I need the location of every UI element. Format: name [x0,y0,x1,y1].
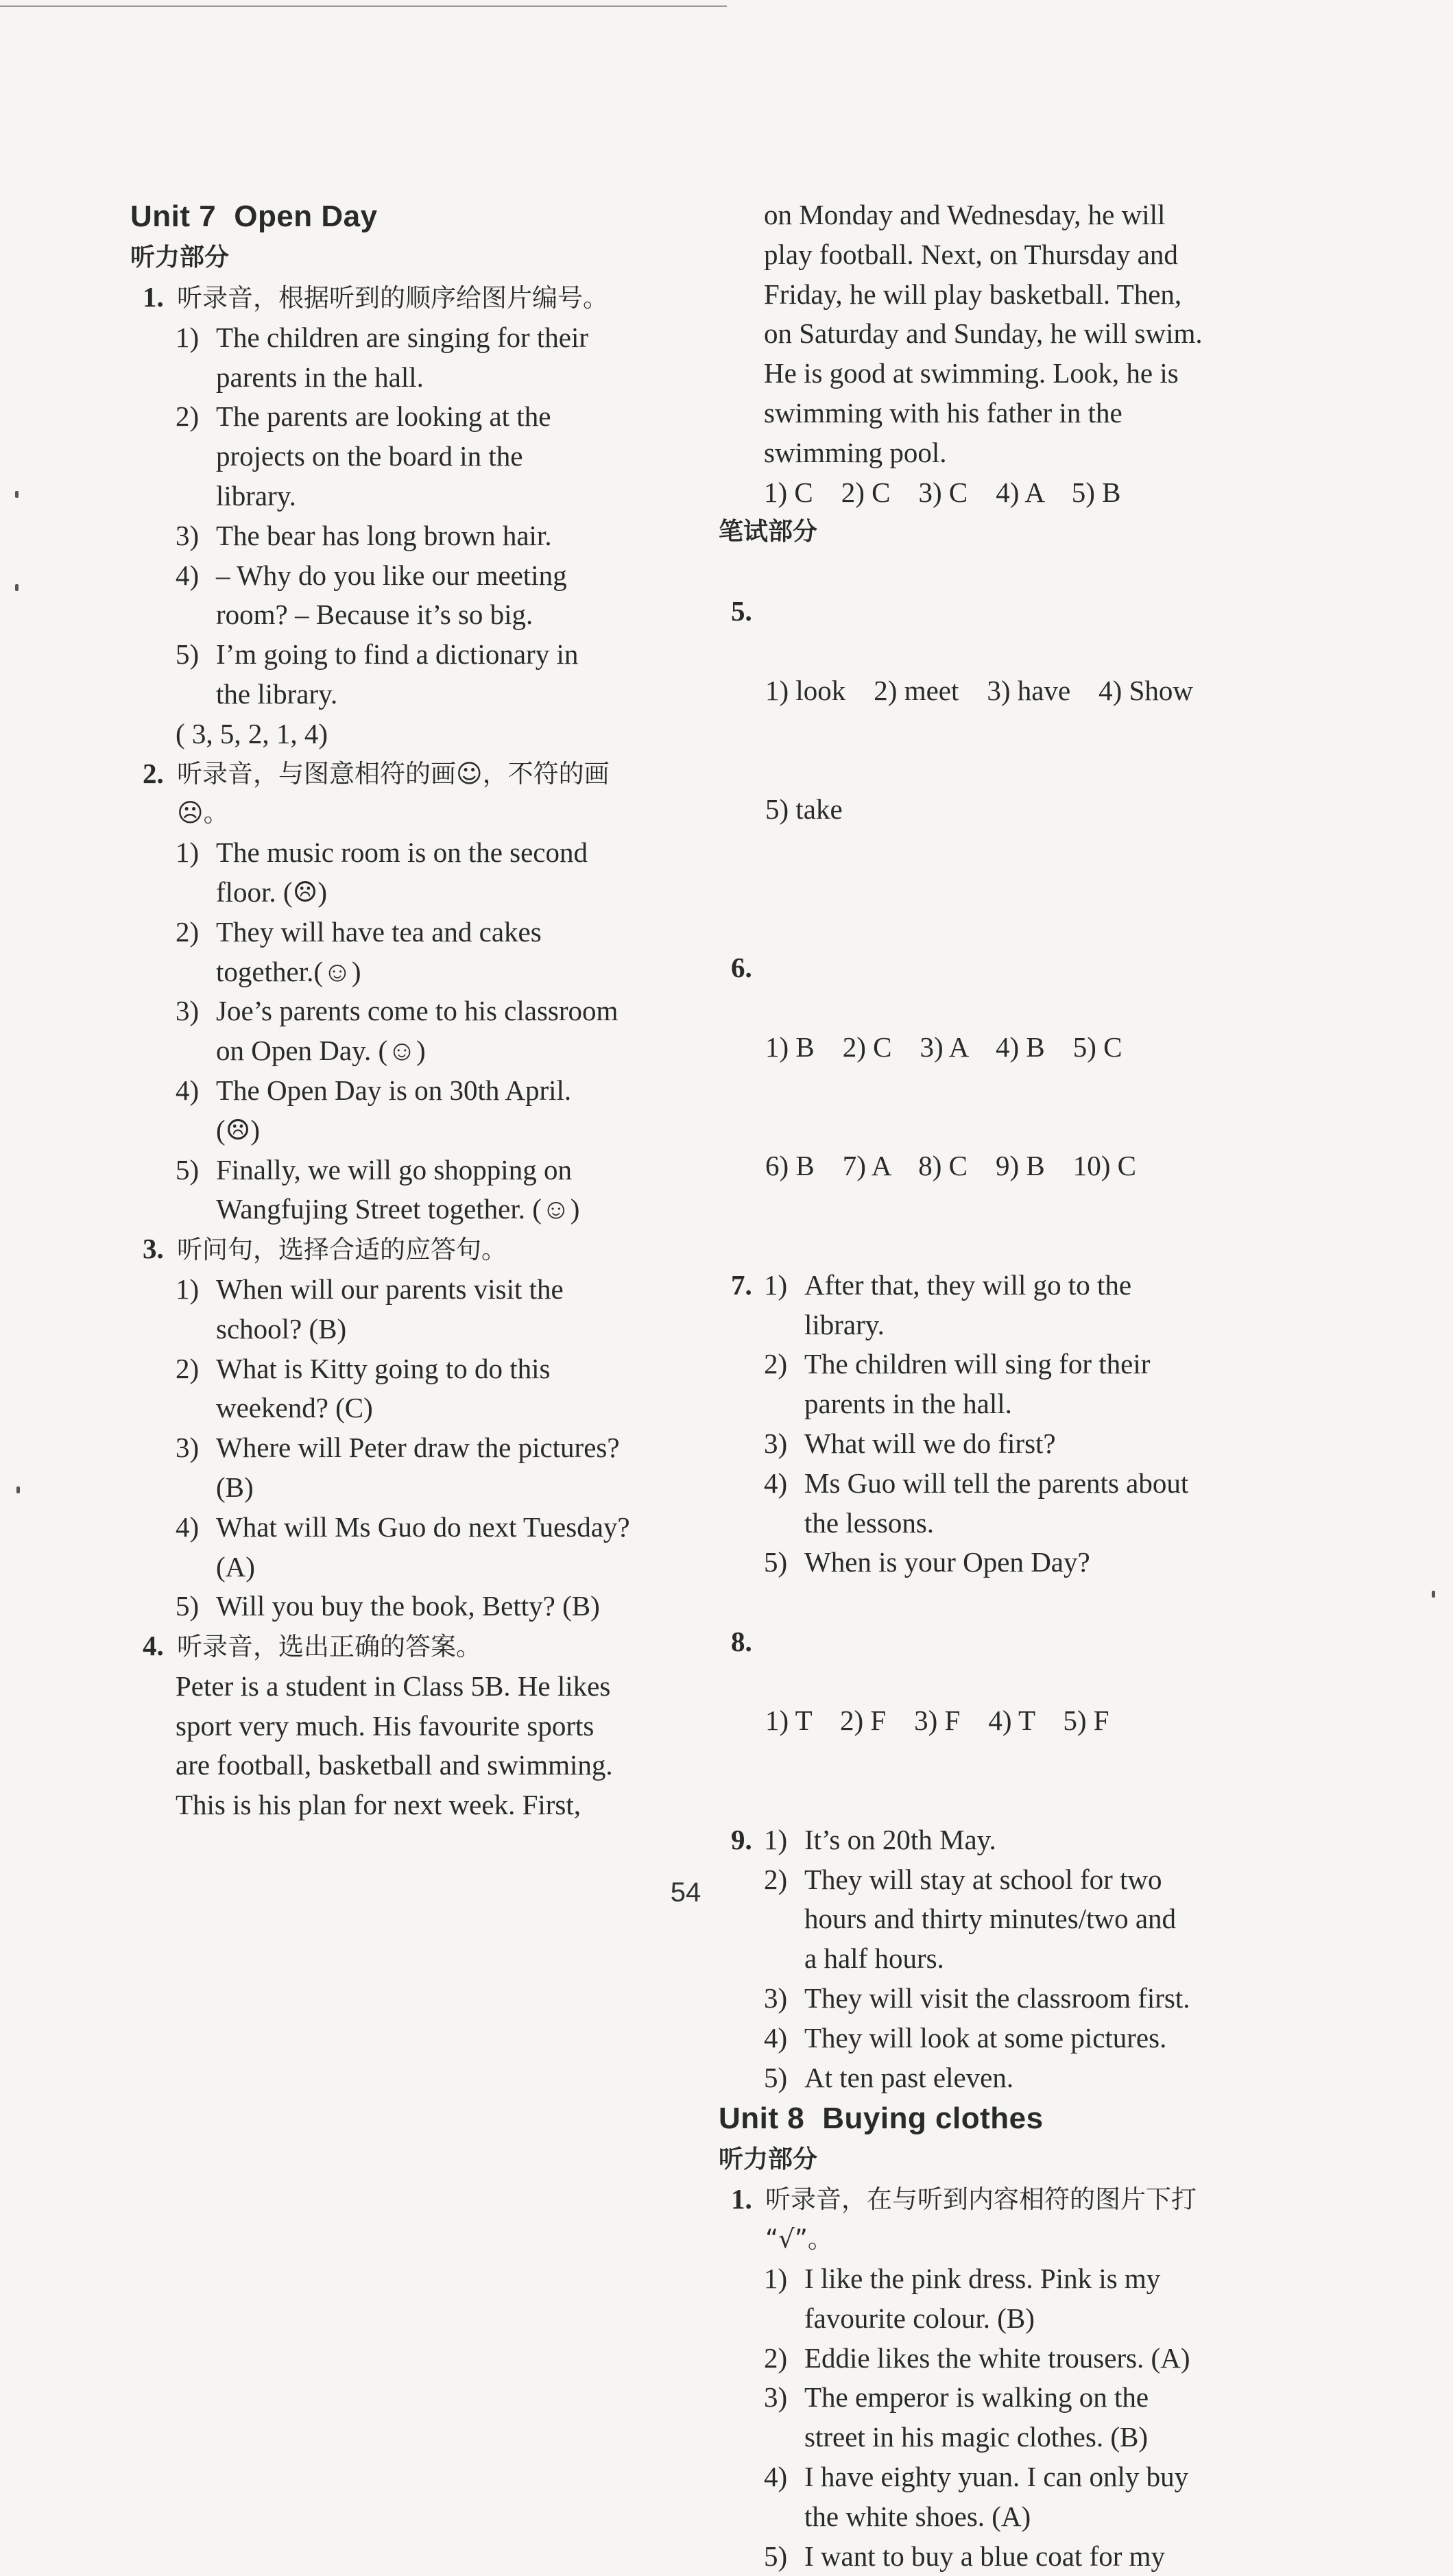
item-number: 3) [764,1427,788,1459]
item-line: weekend? (C) [216,1392,373,1424]
question-number: 8. [731,1625,752,1657]
question-instruction: ☹。 [177,798,229,828]
list-item [719,2537,1247,2576]
item-number: 2) [176,915,200,948]
list-item [130,318,651,398]
question-number: 6. [731,952,752,984]
item-line: projects on the board in the [216,440,523,472]
list-item [719,2259,1247,2339]
item-line: school? (B) [216,1312,347,1345]
question-8 [719,1582,1247,1820]
passage-line: on Monday and Wednesday, he will [764,199,1166,230]
item-line: Where will Peter draw the pictures? [216,1432,620,1464]
item-line: When will our parents visit the [216,1273,564,1305]
item-line: I want to buy a blue coat for my [804,2540,1166,2572]
question-instruction: 听录音，在与听到内容相符的图片下打 [765,2184,1197,2215]
item-line: The children will sing for their [804,1348,1151,1380]
item-line: street in his magic clothes. (B) [804,2421,1148,2453]
item-line: What is Kitty going to do this [216,1352,551,1384]
question-instruction: 听问句，选择合适的应答句。 [177,1235,507,1265]
item-line: – Why do you like our meeting [216,559,567,591]
unit-number: Unit 8 [719,2102,805,2136]
item-number: 5) [764,2061,788,2093]
unit-name: Buying clothes [822,2102,1044,2136]
section-heading-listening: 听力部分 [130,243,230,272]
list-item [130,397,651,516]
item-number: 2) [764,1348,788,1380]
list-item [130,991,651,1071]
item-line: (☹) [216,1114,261,1146]
passage-line: Peter is a student in Class 5B. He likes [176,1670,611,1702]
answer-row: 6) B 7) A 8) C 9) B 10) C [765,1150,1136,1182]
list-item [719,1543,1247,1582]
item-number: 5) [764,2540,788,2572]
item-line: They will visit the classroom first. [804,1982,1190,2014]
list-item [130,833,651,913]
item-number: 4) [764,2021,788,2054]
item-line: The emperor is walking on the [804,2381,1149,2414]
item-number: 1) [764,1823,788,1855]
item-number: 1) [176,1273,200,1305]
item-line: a half hours. [804,1942,944,1975]
item-line: At ten past eleven. [804,2061,1014,2093]
passage-line: play football. Next, on Thursday and [764,238,1178,270]
item-line: The children are singing for their [216,321,589,353]
item-number: 5) [176,1590,200,1622]
item-number: 5) [764,1546,788,1578]
item-line: (A) [216,1550,255,1582]
passage-line: swimming with his father in the [764,396,1122,429]
answer-row: 5) take [765,793,843,826]
unit-7-title [130,195,651,238]
item-line: I’m going to find a dictionary in [216,638,579,671]
question-number: 4. [143,1630,164,1662]
item-number: 4) [764,2461,788,2493]
item-number: 3) [176,1432,200,1464]
question-instruction: 听录音，与图意相符的画☺，不符的画 [177,758,610,789]
item-line: parents in the hall. [216,361,424,393]
question-number: 7. [731,1268,752,1301]
list-item [719,2378,1247,2457]
item-line: After that, they will go to the [804,1268,1132,1301]
item-number: 2) [176,1352,200,1384]
item-number: 4) [176,1510,200,1543]
passage-line: on Saturday and Sunday, he will swim. [764,317,1203,350]
list-item [130,1428,651,1508]
item-line: library. [216,479,296,511]
list-item [719,2457,1247,2537]
item-line: When is your Open Day? [804,1546,1090,1578]
item-line: parents in the hall. [804,1388,1012,1420]
item-number: 2) [176,400,200,433]
section-heading-writing: 笔试部分 [719,518,818,546]
question-number: 5. [731,595,752,627]
item-line: the library. [216,677,338,710]
item-number: 3) [176,995,200,1027]
list-item [130,556,651,636]
passage [130,1667,651,1825]
passage-line: He is good at swimming. Look, he is [764,357,1179,389]
answer-row: 1) C 2) C 3) C 4) A 5) B [764,476,1121,508]
question-5 [719,552,1247,908]
item-line: library. [804,1308,885,1340]
item-line: I like the pink dress. Pink is my [804,2263,1161,2295]
section-heading-listening: 听力部分 [719,2145,818,2174]
item-line: Joe’s parents come to his classroom [216,995,619,1027]
question-3 [130,1229,651,1270]
item-line: Will you buy the book, Betty? (B) [216,1590,600,1622]
item-line: the white shoes. (A) [804,2500,1031,2532]
unit8-question-1 [719,2180,1247,2259]
passage-line: sport very much. His favourite sports [176,1709,595,1742]
item-number: 1) [764,2263,788,2295]
item-number: 1) [176,321,200,353]
question-6 [719,909,1247,1266]
passage-line: swimming pool. [764,436,947,468]
item-number: 4) [176,559,200,591]
answer-row: 1) B 2) C 3) A 4) B 5) C [765,1031,1122,1063]
item-line: Wangfujing Street together. (☺) [216,1193,580,1225]
question-number: 3. [143,1233,164,1265]
item-line: Eddie likes the white trousers. (A) [804,2342,1190,2374]
right-column [719,195,1247,2576]
question-number: 2. [143,757,164,789]
list-item [719,2339,1247,2379]
item-number: 4) [764,1467,788,1499]
item-number: 5) [176,1153,200,1185]
passage-line: Friday, he will play basketball. Then, [764,278,1182,310]
top-rule [0,5,727,7]
list-item [719,2019,1247,2058]
question-4 [130,1626,651,1667]
item-number: 1) [176,836,200,869]
unit-number: Unit 7 [130,200,217,233]
list-item [719,1345,1247,1424]
item-number: 4) [176,1074,200,1106]
item-line: The bear has long brown hair. [216,519,552,551]
list-item [130,1349,651,1429]
passage-line: This is his plan for next week. First, [176,1789,581,1821]
list-item [719,1464,1247,1543]
item-line: They will look at some pictures. [804,2021,1167,2054]
question-number: 1. [731,2183,752,2215]
answer-row: 1) T 2) F 3) F 4) T 5) F [765,1705,1109,1737]
item-number: 5) [176,638,200,671]
answer-sequence: ( 3, 5, 2, 1, 4) [176,717,328,749]
question-number: 9. [731,1823,752,1855]
item-line: floor. (☹) [216,876,327,908]
item-line: together.(☺) [216,955,361,987]
item-line: hours and thirty minutes/two and [804,1903,1177,1935]
passage-continued [719,195,1247,473]
list-item [130,1587,651,1626]
item-line: Finally, we will go shopping on [216,1153,572,1185]
item-number: 3) [764,2381,788,2414]
question-1 [130,278,651,318]
question-number: 1. [143,281,164,313]
unit-8-title [719,2097,1247,2140]
item-line: room? – Because it’s so big. [216,599,533,631]
question-2 [130,754,651,834]
scan-mark [15,491,19,498]
list-item [130,1270,651,1349]
scan-mark [15,584,19,591]
list-item [130,516,651,556]
item-line: The Open Day is on 30th April. [216,1074,572,1106]
item-number: 3) [176,519,200,551]
list-item [130,1071,651,1151]
item-line: the lessons. [804,1506,935,1539]
item-line: The music room is on the second [216,836,588,869]
item-number: 2) [764,1863,788,1895]
question-7 [719,1266,1247,1345]
list-item [130,635,651,714]
item-number: 1) [764,1268,788,1301]
item-line: They will stay at school for two [804,1863,1162,1895]
item-line: Ms Guo will tell the parents about [804,1467,1189,1499]
item-line: What will we do first? [804,1427,1056,1459]
item-line: It’s on 20th May. [804,1823,996,1855]
list-item [130,1508,651,1587]
question-instruction: “√”。 [765,2224,833,2254]
answer-row: 1) look 2) meet 3) have 4) Show [765,674,1193,706]
list-item [719,1979,1247,2019]
unit-name: Open Day [234,200,378,233]
question-instruction: 听录音，根据听到的顺序给图片编号。 [177,283,608,313]
list-item [719,2058,1247,2098]
item-number: 3) [764,1982,788,2014]
list-item [130,1151,651,1230]
list-item [719,1424,1247,1464]
item-number: 2) [764,2342,788,2374]
question-instruction: 听录音，选出正确的答案。 [177,1632,481,1662]
list-item [130,913,651,992]
scan-mark [1432,1591,1435,1598]
item-line: I have eighty yuan. I can only buy [804,2461,1189,2493]
item-line: favourite colour. (B) [804,2302,1035,2334]
item-line: (B) [216,1471,254,1503]
item-line: The parents are looking at the [216,400,551,433]
left-column [130,195,651,1825]
passage-line: are football, basketball and swimming. [176,1749,613,1781]
question-9 [719,1820,1247,1860]
item-line: What will Ms Guo do next Tuesday? [216,1510,630,1543]
item-line: They will have tea and cakes [216,915,542,948]
scan-mark [16,1486,20,1493]
page-number: 54 [670,1877,701,1907]
item-line: on Open Day. (☺) [216,1035,426,1067]
